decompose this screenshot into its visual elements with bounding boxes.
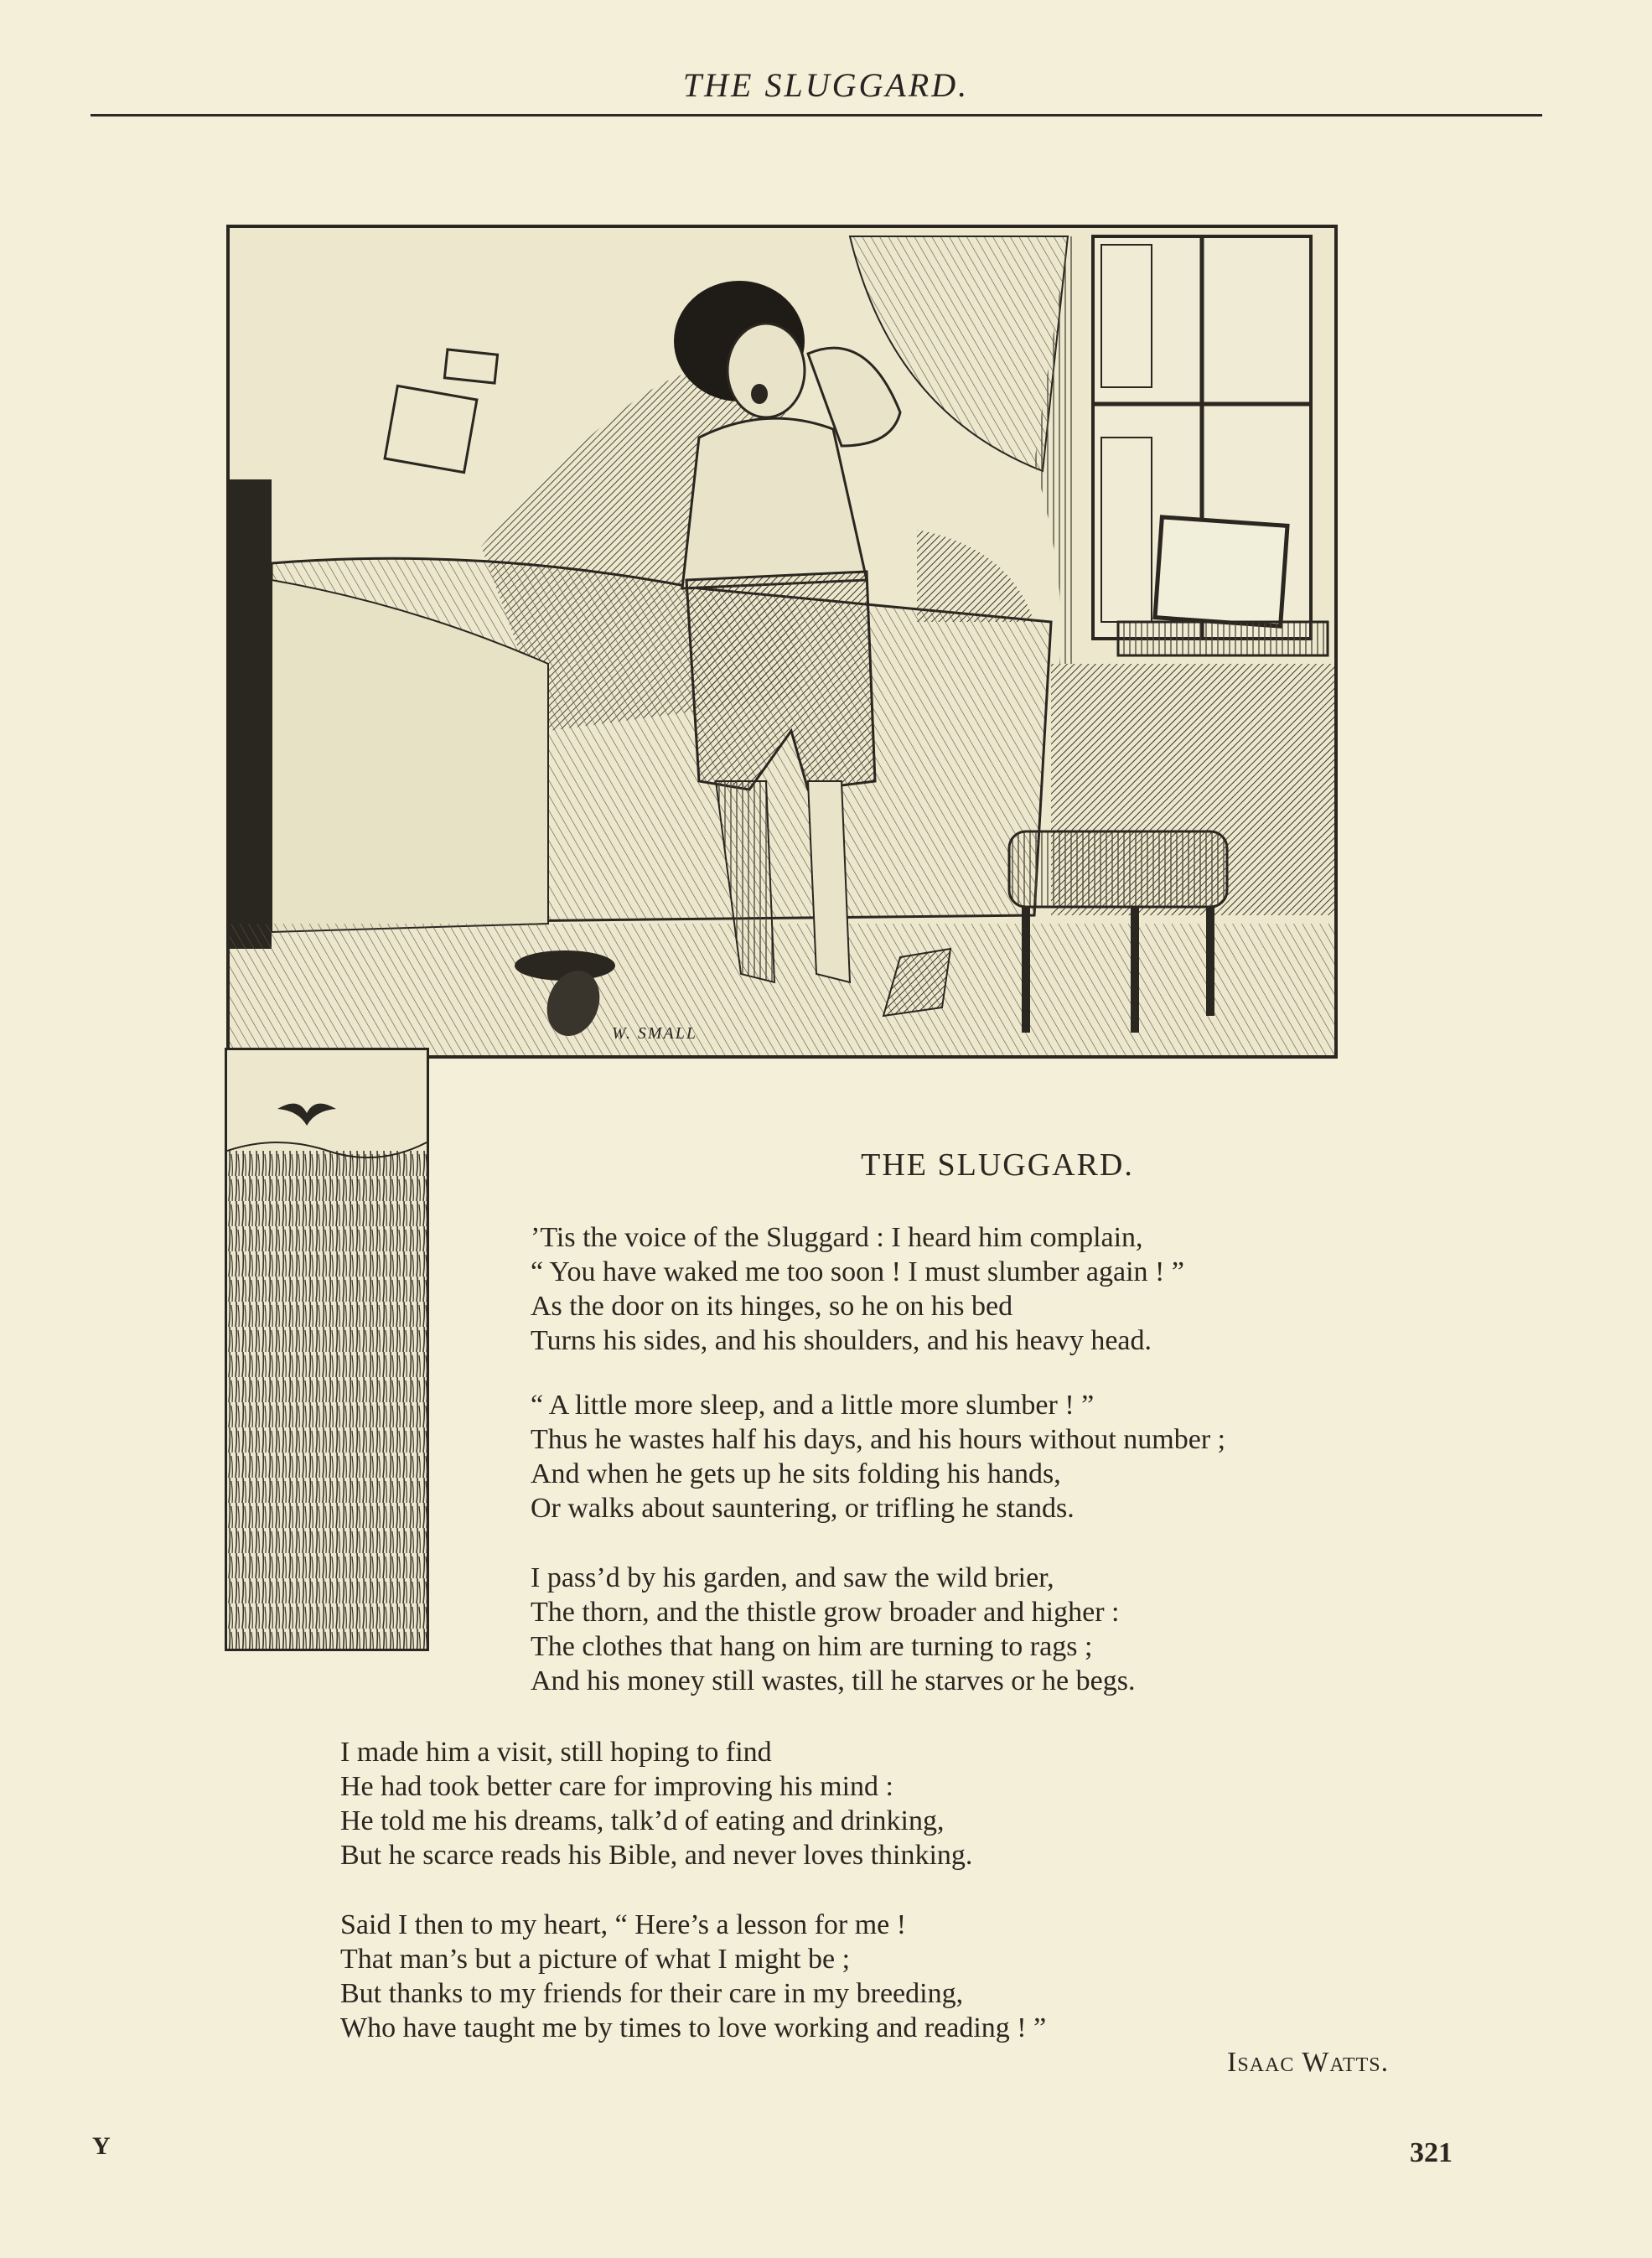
page-number: 321 [1410,2137,1453,2168]
stanza-2 [531,1388,1225,1525]
verse-line: I made him a visit, still hoping to find [340,1737,772,1768]
verse-line: He told me his dreams, talk’d of eating and drinking, [340,1805,945,1836]
verse-line: As the door on its hinges, so he on his bed [531,1291,1013,1322]
poem-title: THE SLUGGARD. [861,1147,1134,1183]
verse-line: He had took better care for improving his mind : [340,1771,893,1802]
verse-line: The thorn, and the thistle grow broader and higher : [531,1597,1120,1628]
stanza-5 [340,1908,1046,2045]
poem-author: Isaac Watts. [1227,2047,1390,2078]
verse-line: Turns his sides, and his shoulders, and his heavy head. [531,1325,1152,1356]
engraving-illustration [226,225,1338,1059]
verse-line: But he scarce reads his Bible, and never loves thinking. [340,1840,973,1871]
verse-line: “ You have waked me too soon ! I must slumber again ! ” [531,1256,1184,1287]
verse-line: Said I then to my heart, “ Here’s a lesson for me ! [340,1909,907,1940]
verse-line: “ A little more sleep, and a little more slumber ! ” [531,1390,1095,1421]
verse-line: I pass’d by his garden, and saw the wild brier, [531,1562,1054,1593]
verse-line: Thus he wastes half his days, and his hours without number ; [531,1424,1226,1455]
verse-line: Or walks about sauntering, or trifling he stands. [531,1493,1075,1524]
stanza-3 [531,1561,1135,1698]
stanza-4 [340,1735,972,1872]
verse-line: That man’s but a picture of what I might be ; [340,1944,851,1975]
verse-line: But thanks to my friends for their care in my breeding, [340,1978,964,2009]
engraving-boy-yawning-bedroom-icon [230,228,1334,1055]
verse-line: And his money still wastes, till he starves or he begs. [531,1665,1136,1696]
verse-line: And when he gets up he sits folding his hands, [531,1458,1061,1489]
printer-signature-mark: Y [92,2132,111,2160]
stanza-1 [531,1220,1184,1358]
wheat-field-bird-icon [227,1050,427,1649]
verse-line: Who have taught me by times to love working and reading ! ” [340,2012,1047,2043]
verse-line: The clothes that hang on him are turning to rags ; [531,1631,1093,1662]
header-rule [91,114,1542,117]
wheat-vignette [225,1048,429,1651]
verse-line: ’Tis the voice of the Sluggard : I heard him complain, [531,1222,1143,1253]
artist-signature: W. SMALL [612,1024,697,1043]
running-head: THE SLUGGARD. [682,66,970,104]
